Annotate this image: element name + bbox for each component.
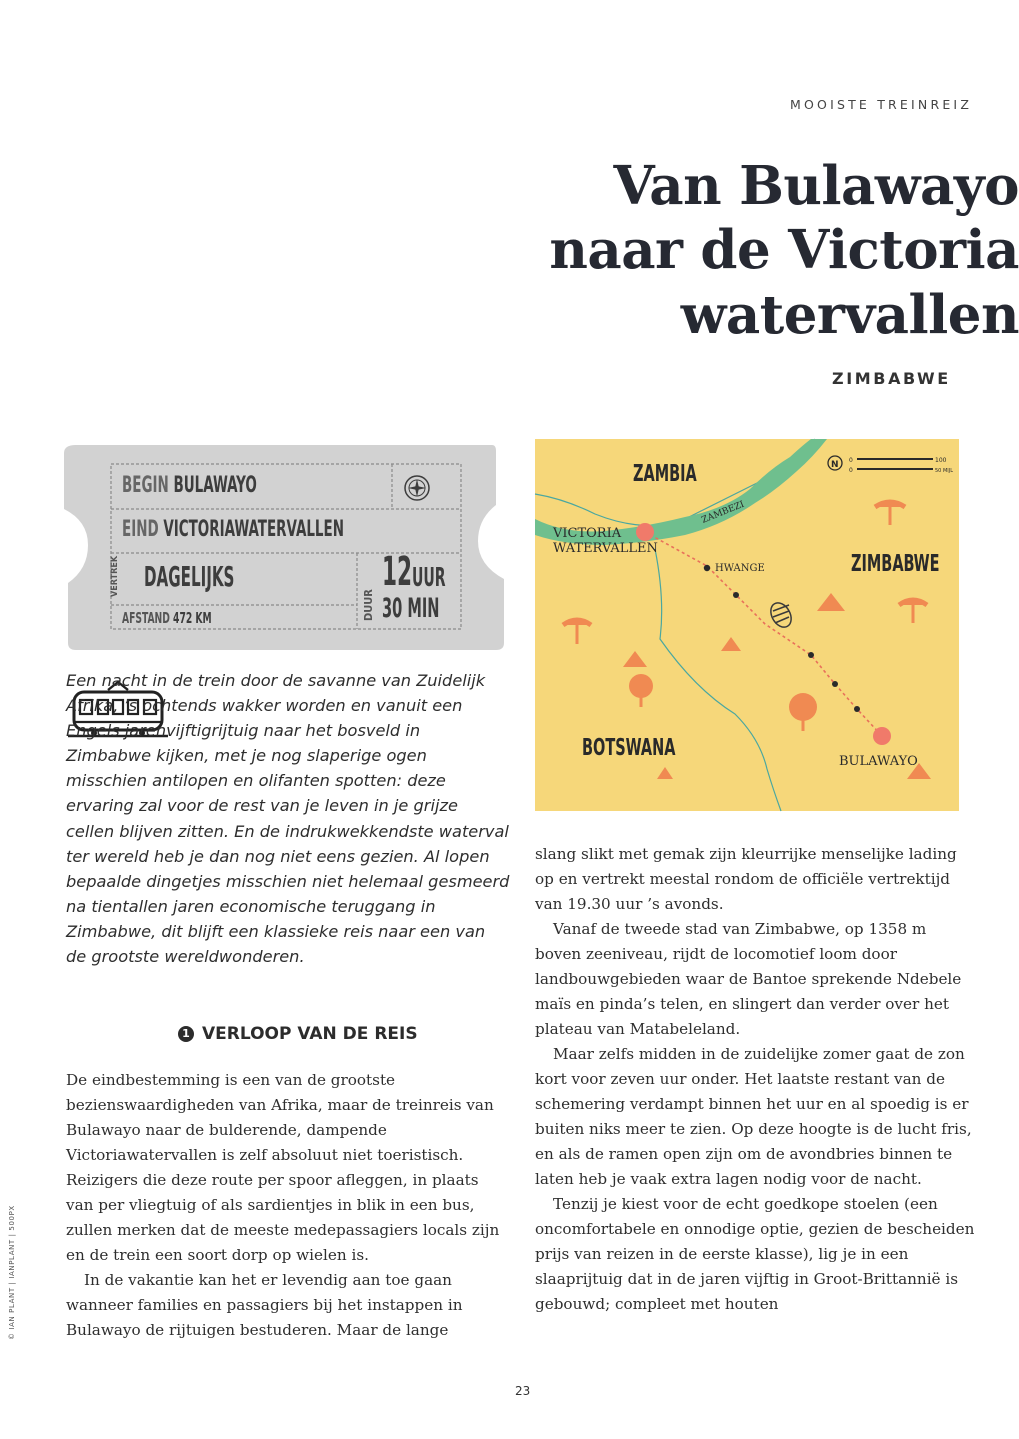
map-label-victoria-1: VICTORIA (553, 526, 622, 541)
map-label-zambezi: ZAMBEZI (700, 499, 746, 526)
svg-text:N: N (831, 460, 839, 470)
body-paragraph: De eindbestemming is een van de grootste bezienswaardigheden van Afrika, maar de treinreis van Bulawayo naar de bulderende, dampende Victoriawatervallen is zelf absoluut niet toeristisch. Reizigers die deze route per spoor afleggen, in plaats van per vliegtuig of als sardientjes in blik in een bus, zullen merken dat de meeste medepassagiers locals zijn en de trein een soort dorp op wielen is. (66, 1071, 500, 1264)
distance-value: 472 KM (173, 609, 212, 627)
body-column-left (66, 1068, 506, 1343)
end-label: EIND (122, 517, 159, 542)
body-paragraph: In de vakantie kan het er levendig aan toe gaan wanneer families en passagiers bij het instappen in Bulawayo de rijtuigen bestuderen. Maar de lange (66, 1271, 463, 1339)
section-heading (178, 1024, 418, 1044)
scale-zero-mi: 0 (849, 467, 853, 474)
departure-label: VERTREK (110, 555, 120, 597)
map-label-victoria-2: WATERVALLEN (553, 541, 658, 556)
trip-ticket (64, 445, 504, 650)
map-stop (854, 706, 860, 712)
map-marker-victoria (636, 523, 654, 541)
body-paragraph: Maar zelfs midden in de zuidelijke zomer gaat de zon kort voor zeven uur onder. Het laatste restant van de schemering verdampt binnen het uur en al spoedig is er buiten niks meer te zien. Op deze hoogte is de lucht fris, en als de ramen open zijn om de avondbries binnen te laten heb je vaak extra lagen nodig voor de nacht. (535, 1045, 972, 1188)
departure-value: DAGELIJKS (144, 560, 235, 593)
map-label-hwange: HWANGE (715, 563, 765, 574)
country-label: ZIMBABWE (832, 369, 951, 388)
duration-label: DUUR (362, 589, 375, 621)
photo-credit: © IAN PLANT | IANPLANT | 500PX (8, 1205, 16, 1340)
scale-km: 100 (935, 457, 947, 464)
route-map (535, 439, 959, 811)
body-paragraph: Tenzij je kiest voor de echt goedkope stoelen (een oncomfortabele en onnodige optie, gezien de bescheiden prijs van reizen in de eerste klasse), lig je in een slaaprijtuig dat in de jaren vijftig in Groot-Brittannië is gebouwd; compleet met houten (535, 1195, 975, 1313)
compass-stamp-icon (402, 473, 432, 503)
begin-value: BULAWAYO (173, 473, 257, 498)
body-column-right (535, 842, 975, 1317)
begin-label: BEGIN (122, 473, 169, 498)
section-kicker: MOOISTE TREINREIZ (790, 97, 973, 112)
map-label-botswana: BOTSWANA (582, 734, 676, 761)
map-label-zambia: ZAMBIA (633, 460, 697, 487)
duration-hours-unit: UUR (412, 563, 446, 593)
section-number: 1 (178, 1026, 194, 1042)
scale-mi: 50 MIJL (935, 468, 954, 474)
duration-minutes: 30 MIN (382, 593, 440, 624)
map-stop-hwange (704, 565, 710, 571)
map-stop (832, 681, 838, 687)
map-label-bulawayo: BULAWAYO (839, 754, 918, 769)
page-title-line-3: watervallen (680, 284, 1019, 346)
page-title-line-1: Van Bulawayo (613, 155, 1019, 217)
body-paragraph: Vanaf de tweede stad van Zimbabwe, op 1358 m boven zeeniveau, rijdt de locomotief loom door landbouwgebieden waar de Bantoe sprekende Ndebele maïs en pinda’s telen, en slingert dan verder over het plateau van Matabeleland. (535, 920, 962, 1038)
distance-label: AFSTAND (122, 609, 170, 627)
map-label-zimbabwe: ZIMBABWE (851, 550, 940, 577)
map-marker-bulawayo (873, 727, 891, 745)
intro-paragraph: Een nacht in de trein door de savanne van Zuidelijk Afrika, ’s ochtends wakker worden en vanuit een Engels jarenvijftigrijtuig naar het bosveld in Zimbabwe kijken, met je nog slaperige ogen misschien antilopen en olifanten spotten: deze ervaring zal voor de rest van je leven in je grijze cellen blijven zitten. En de indrukwekkendste waterval ter wereld heb je dan nog niet eens gezien. Al lopen bepaalde dingetjes misschien niet helemaal gesmeerd na tientallen jaren economische teruggang in Zimbabwe, dit blijft een klassieke reis naar een van de grootste wereldwonderen. (66, 671, 510, 967)
page-title-line-2: naar de Victoria (549, 219, 1019, 281)
scale-zero-km: 0 (849, 457, 853, 464)
duration-hours: 12 (382, 549, 413, 595)
page-number: 23 (515, 1384, 531, 1398)
body-paragraph: slang slikt met gemak zijn kleurrijke menselijke lading op en vertrekt meestal rondom de officiële vertrektijd van 19.30 uur ’s avonds. (535, 845, 957, 913)
map-stop (733, 592, 739, 598)
intro-text (66, 668, 510, 969)
end-value: VICTORIAWATERVALLEN (163, 517, 344, 542)
section-title: VERLOOP VAN DE REIS (202, 1024, 418, 1044)
map-stop (808, 652, 814, 658)
